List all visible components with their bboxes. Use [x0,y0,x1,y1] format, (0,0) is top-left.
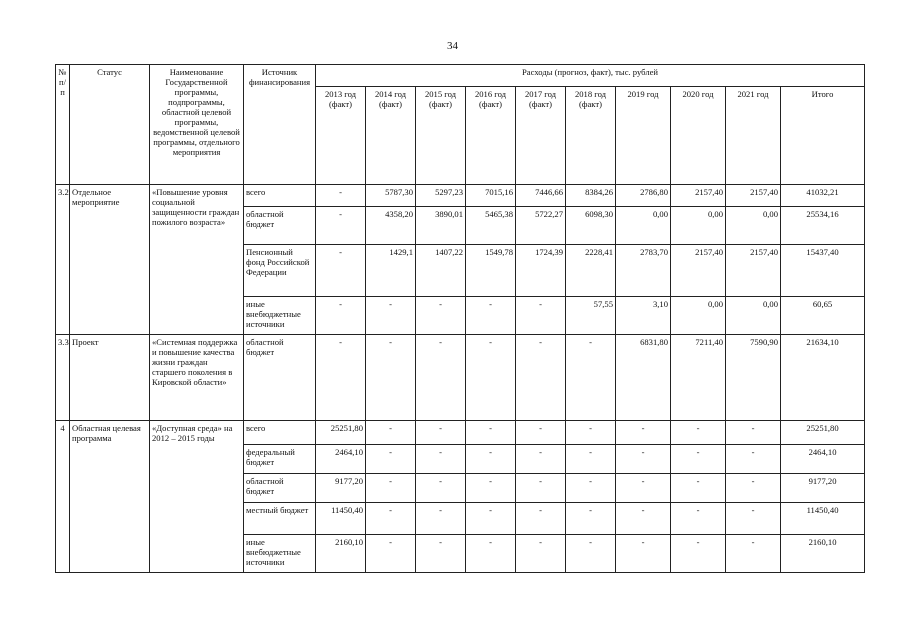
row-value: 0,00 [616,207,671,245]
row-value: - [516,445,566,474]
budget-table [55,64,865,573]
row-value: - [466,535,516,573]
row-value: 8384,26 [566,185,616,207]
row-value: 2786,80 [616,185,671,207]
row-value: - [671,535,726,573]
row-value: 0,00 [726,297,781,335]
row-value: 6831,80 [616,335,671,421]
row-value: 2464,10 [781,445,865,474]
row-value: - [416,474,466,503]
row-program-name: «Системная поддержка и повышение качества жизни граждан старшего поколения в Кировской области» [150,335,244,421]
row-value: 5722,27 [516,207,566,245]
row-value: - [316,335,366,421]
row-value: - [366,503,416,535]
row-status: Отдельное мероприятие [70,185,150,335]
header-year: 2019 год [616,87,671,185]
header-year: 2013 год (факт) [316,87,366,185]
row-funding-source: областной бюджет [244,335,316,421]
row-funding-source: областной бюджет [244,474,316,503]
row-value: - [466,503,516,535]
row-value: 7590,90 [726,335,781,421]
row-funding-source: всего [244,185,316,207]
row-value: - [616,445,671,474]
row-value: - [316,185,366,207]
row-value: 6098,30 [566,207,616,245]
header-year: Итого [781,87,865,185]
header-status: Статус [70,65,150,185]
row-value: 11450,40 [781,503,865,535]
row-value: - [366,421,416,445]
row-value: 0,00 [671,207,726,245]
row-value: 25251,80 [781,421,865,445]
header-expenses: Расходы (прогноз, факт), тыс. рублей [316,65,865,87]
row-value: - [566,445,616,474]
row-value: - [466,421,516,445]
row-value: 25534,16 [781,207,865,245]
row-funding-source: федеральный бюджет [244,445,316,474]
row-value: - [516,535,566,573]
row-value: 5465,38 [466,207,516,245]
row-value: 11450,40 [316,503,366,535]
row-value: 9177,20 [781,474,865,503]
row-value: - [466,297,516,335]
row-value: 60,65 [781,297,865,335]
header-year: 2020 год [671,87,726,185]
row-value: - [566,503,616,535]
row-funding-source: Пенсионный фонд Российской Федерации [244,245,316,297]
header-name: Наименование Государственной программы, подпрограммы, областной целевой программы, ведомственной целевой программы, отдельного мероприятия [150,65,244,185]
row-number: 4 [56,421,70,573]
row-value: 41032,21 [781,185,865,207]
header-year: 2015 год (факт) [416,87,466,185]
row-value: - [416,445,466,474]
row-value: - [366,474,416,503]
row-value: 7211,40 [671,335,726,421]
row-value: - [366,335,416,421]
row-value: 5787,30 [366,185,416,207]
row-value: 5297,23 [416,185,466,207]
row-value: - [671,445,726,474]
header-year: 2014 год (факт) [366,87,416,185]
table-row [56,335,865,421]
row-value: 25251,80 [316,421,366,445]
row-value: 2783,70 [616,245,671,297]
row-value: 1724,39 [516,245,566,297]
row-value: - [466,335,516,421]
row-status: Проект [70,335,150,421]
row-funding-source: иные внебюджетные источники [244,535,316,573]
header-year: 2017 год (факт) [516,87,566,185]
row-program-name: «Повышение уровня социальной защищенности граждан пожилого возраста» [150,185,244,335]
row-value: - [416,535,466,573]
header-num: № п/п [56,65,70,185]
row-value: - [726,503,781,535]
row-value: - [516,503,566,535]
header-year: 2021 год [726,87,781,185]
row-value: - [466,474,516,503]
row-value: - [416,503,466,535]
row-value: - [726,445,781,474]
row-funding-source: местный бюджет [244,503,316,535]
row-value: - [416,335,466,421]
row-value: 9177,20 [316,474,366,503]
table-row [56,421,865,445]
row-value: 2228,41 [566,245,616,297]
row-number: 3.2 [56,185,70,335]
row-funding-source: всего [244,421,316,445]
table-row [56,185,865,207]
row-value: - [466,445,516,474]
row-value: 0,00 [726,207,781,245]
row-value: - [726,535,781,573]
row-value: 2160,10 [316,535,366,573]
row-value: 2157,40 [726,245,781,297]
row-value: - [671,421,726,445]
row-value: - [516,421,566,445]
row-status: Областная целевая программа [70,421,150,573]
row-value: 0,00 [671,297,726,335]
row-value: 4358,20 [366,207,416,245]
row-value: - [566,335,616,421]
row-value: 2160,10 [781,535,865,573]
row-value: - [616,421,671,445]
row-value: 7015,16 [466,185,516,207]
row-value: 21634,10 [781,335,865,421]
row-value: 1549,78 [466,245,516,297]
row-value: 7446,66 [516,185,566,207]
row-value: 1429,1 [366,245,416,297]
row-value: - [726,421,781,445]
row-value: - [566,535,616,573]
row-value: 2157,40 [726,185,781,207]
row-value: - [416,421,466,445]
row-value: 2157,40 [671,245,726,297]
row-value: - [316,207,366,245]
row-value: - [616,535,671,573]
row-value: - [671,474,726,503]
row-value: - [416,297,466,335]
row-value: 2157,40 [671,185,726,207]
row-value: - [566,474,616,503]
row-program-name: «Доступная среда» на 2012 – 2015 годы [150,421,244,573]
row-value: 3890,01 [416,207,466,245]
row-funding-source: областной бюджет [244,207,316,245]
header-source: Источник финансирования [244,65,316,185]
row-value: - [516,474,566,503]
row-value: - [516,297,566,335]
row-value: - [671,503,726,535]
row-value: 1407,22 [416,245,466,297]
row-value: - [616,503,671,535]
row-value: - [726,474,781,503]
row-value: - [616,474,671,503]
row-value: - [366,445,416,474]
row-value: - [566,421,616,445]
row-funding-source: иные внебюджетные источники [244,297,316,335]
row-value: 57,55 [566,297,616,335]
row-value: - [316,245,366,297]
header-year: 2018 год (факт) [566,87,616,185]
header-year: 2016 год (факт) [466,87,516,185]
row-value: 2464,10 [316,445,366,474]
row-value: - [366,535,416,573]
row-value: - [316,297,366,335]
row-value: 3,10 [616,297,671,335]
row-number: 3.3 [56,335,70,421]
page-number: 34 [447,40,458,52]
row-value: - [516,335,566,421]
row-value: 15437,40 [781,245,865,297]
row-value: - [366,297,416,335]
